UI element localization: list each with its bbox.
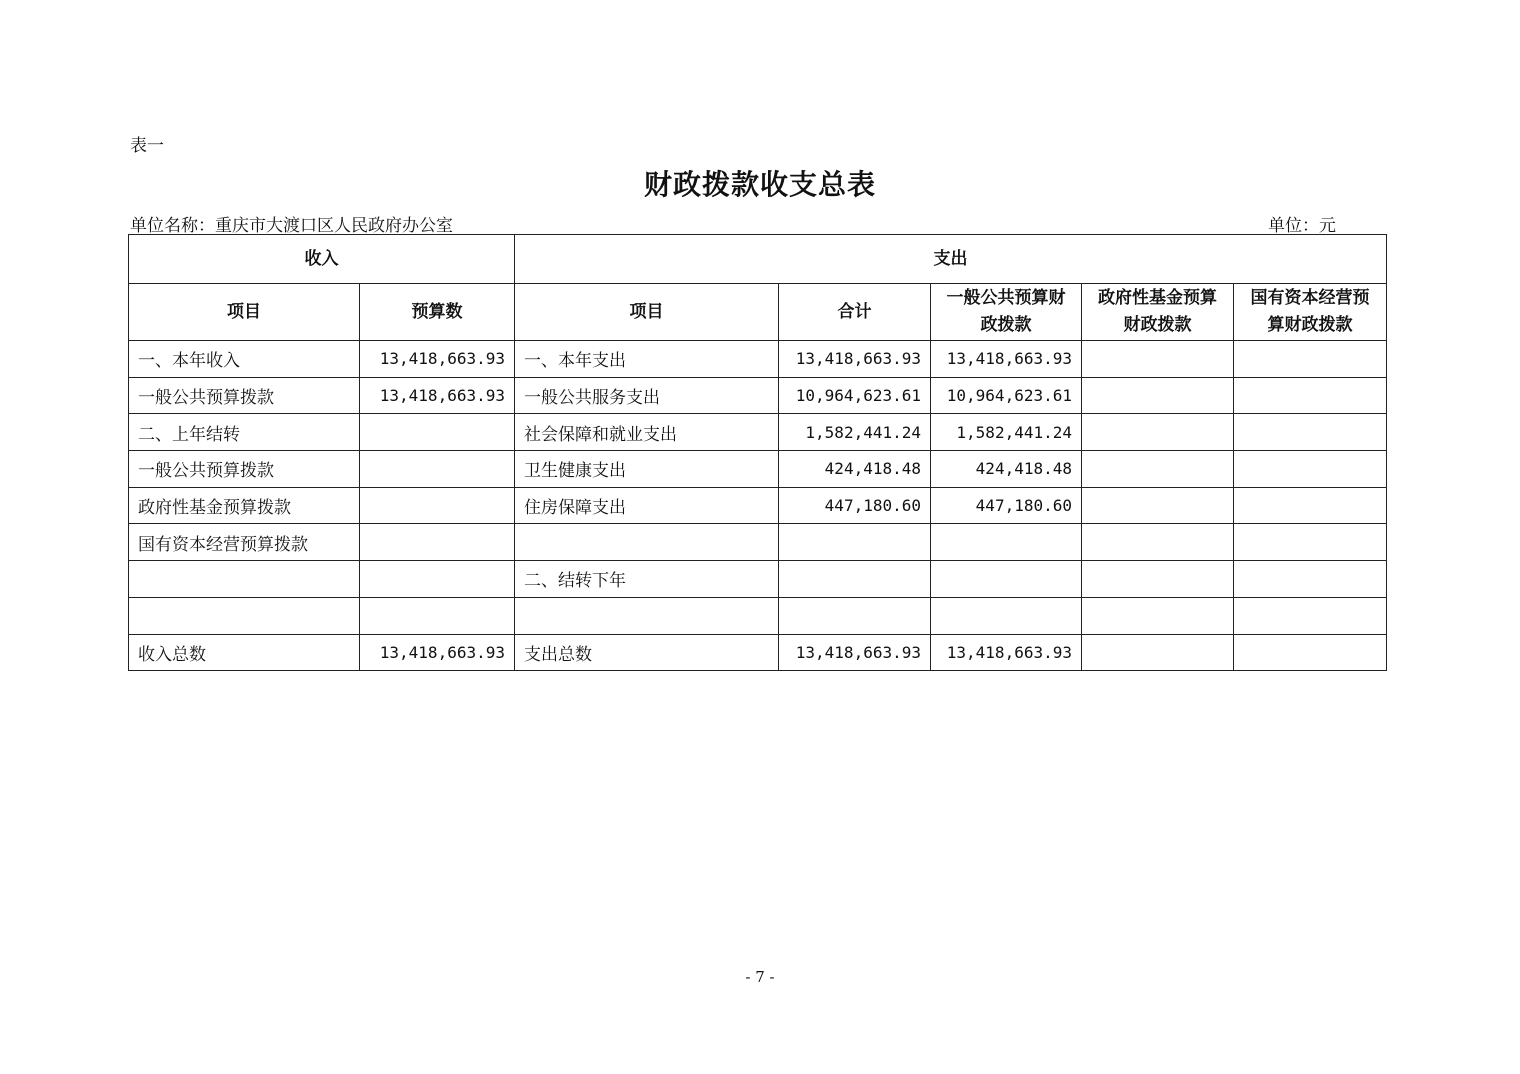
currency-unit: 单位：元 <box>1268 216 1336 236</box>
income-budget-cell: 13,418,663.93 <box>360 634 515 671</box>
income-item-cell: 一、本年收入 <box>129 341 360 378</box>
gov-fund-cell <box>1082 634 1234 671</box>
expense-item-cell: 一般公共服务支出 <box>515 377 779 414</box>
gov-fund-cell <box>1082 414 1234 451</box>
gov-fund-cell <box>1082 341 1234 378</box>
expense-item-cell: 社会保障和就业支出 <box>515 414 779 451</box>
state-capital-cell <box>1234 414 1387 451</box>
state-capital-cell <box>1234 561 1387 598</box>
income-budget-cell <box>360 524 515 561</box>
income-budget-cell: 13,418,663.93 <box>360 341 515 378</box>
gov-fund-cell <box>1082 561 1234 598</box>
total-cell: 447,180.60 <box>779 487 931 524</box>
table-row <box>129 414 1387 451</box>
budget-summary-table <box>128 234 1387 671</box>
income-budget-cell <box>360 561 515 598</box>
col-gov-fund: 政府性基金预算财政拨款 <box>1082 284 1234 341</box>
gov-fund-cell <box>1082 597 1234 634</box>
state-capital-cell <box>1234 377 1387 414</box>
group-header-row <box>129 235 1387 284</box>
table-row <box>129 597 1387 634</box>
table-row <box>129 341 1387 378</box>
income-budget-cell <box>360 414 515 451</box>
unit-name: 单位名称：重庆市大渡口区人民政府办公室 <box>130 216 453 236</box>
income-group-header: 收入 <box>129 235 515 284</box>
state-capital-cell <box>1234 451 1387 488</box>
income-budget-cell <box>360 597 515 634</box>
col-general-budget: 一般公共预算财政拨款 <box>931 284 1082 341</box>
total-cell: 13,418,663.93 <box>779 634 931 671</box>
total-cell: 1,582,441.24 <box>779 414 931 451</box>
expense-group-header: 支出 <box>515 235 1387 284</box>
table-row <box>129 487 1387 524</box>
gov-fund-cell <box>1082 377 1234 414</box>
income-budget-cell <box>360 451 515 488</box>
expense-item-cell: 卫生健康支出 <box>515 451 779 488</box>
gov-fund-cell <box>1082 451 1234 488</box>
general-budget-cell <box>931 524 1082 561</box>
col-income-item: 项目 <box>129 284 360 341</box>
total-cell: 13,418,663.93 <box>779 341 931 378</box>
income-item-cell: 二、上年结转 <box>129 414 360 451</box>
income-item-cell: 一般公共预算拨款 <box>129 451 360 488</box>
total-cell <box>779 524 931 561</box>
income-item-cell: 国有资本经营预算拨款 <box>129 524 360 561</box>
col-income-budget: 预算数 <box>360 284 515 341</box>
general-budget-cell: 1,582,441.24 <box>931 414 1082 451</box>
document-title: 财政拨款收支总表 <box>643 168 876 201</box>
total-cell <box>779 597 931 634</box>
income-budget-cell <box>360 487 515 524</box>
income-budget-cell: 13,418,663.93 <box>360 377 515 414</box>
table-label: 表一 <box>130 136 164 156</box>
income-item-cell: 收入总数 <box>129 634 360 671</box>
total-cell <box>779 561 931 598</box>
general-budget-cell: 13,418,663.93 <box>931 341 1082 378</box>
state-capital-cell <box>1234 341 1387 378</box>
table-row <box>129 561 1387 598</box>
income-item-cell: 政府性基金预算拨款 <box>129 487 360 524</box>
total-cell: 10,964,623.61 <box>779 377 931 414</box>
gov-fund-cell <box>1082 524 1234 561</box>
table-row <box>129 451 1387 488</box>
general-budget-cell: 447,180.60 <box>931 487 1082 524</box>
income-item-cell <box>129 597 360 634</box>
state-capital-cell <box>1234 487 1387 524</box>
table-row <box>129 524 1387 561</box>
gov-fund-cell <box>1082 487 1234 524</box>
state-capital-cell <box>1234 634 1387 671</box>
expense-item-cell: 一、本年支出 <box>515 341 779 378</box>
general-budget-cell: 13,418,663.93 <box>931 634 1082 671</box>
page-number: - 7 - <box>745 968 775 986</box>
state-capital-cell <box>1234 597 1387 634</box>
expense-item-cell: 支出总数 <box>515 634 779 671</box>
expense-item-cell <box>515 524 779 561</box>
expense-item-cell <box>515 597 779 634</box>
expense-item-cell: 二、结转下年 <box>515 561 779 598</box>
expense-item-cell: 住房保障支出 <box>515 487 779 524</box>
totals-row <box>129 634 1387 671</box>
table-row <box>129 377 1387 414</box>
general-budget-cell <box>931 561 1082 598</box>
col-total: 合计 <box>779 284 931 341</box>
general-budget-cell <box>931 597 1082 634</box>
col-expense-item: 项目 <box>515 284 779 341</box>
column-header-row <box>129 284 1387 341</box>
general-budget-cell: 10,964,623.61 <box>931 377 1082 414</box>
income-item-cell: 一般公共预算拨款 <box>129 377 360 414</box>
state-capital-cell <box>1234 524 1387 561</box>
total-cell: 424,418.48 <box>779 451 931 488</box>
general-budget-cell: 424,418.48 <box>931 451 1082 488</box>
income-item-cell <box>129 561 360 598</box>
col-state-capital: 国有资本经营预算财政拨款 <box>1234 284 1387 341</box>
